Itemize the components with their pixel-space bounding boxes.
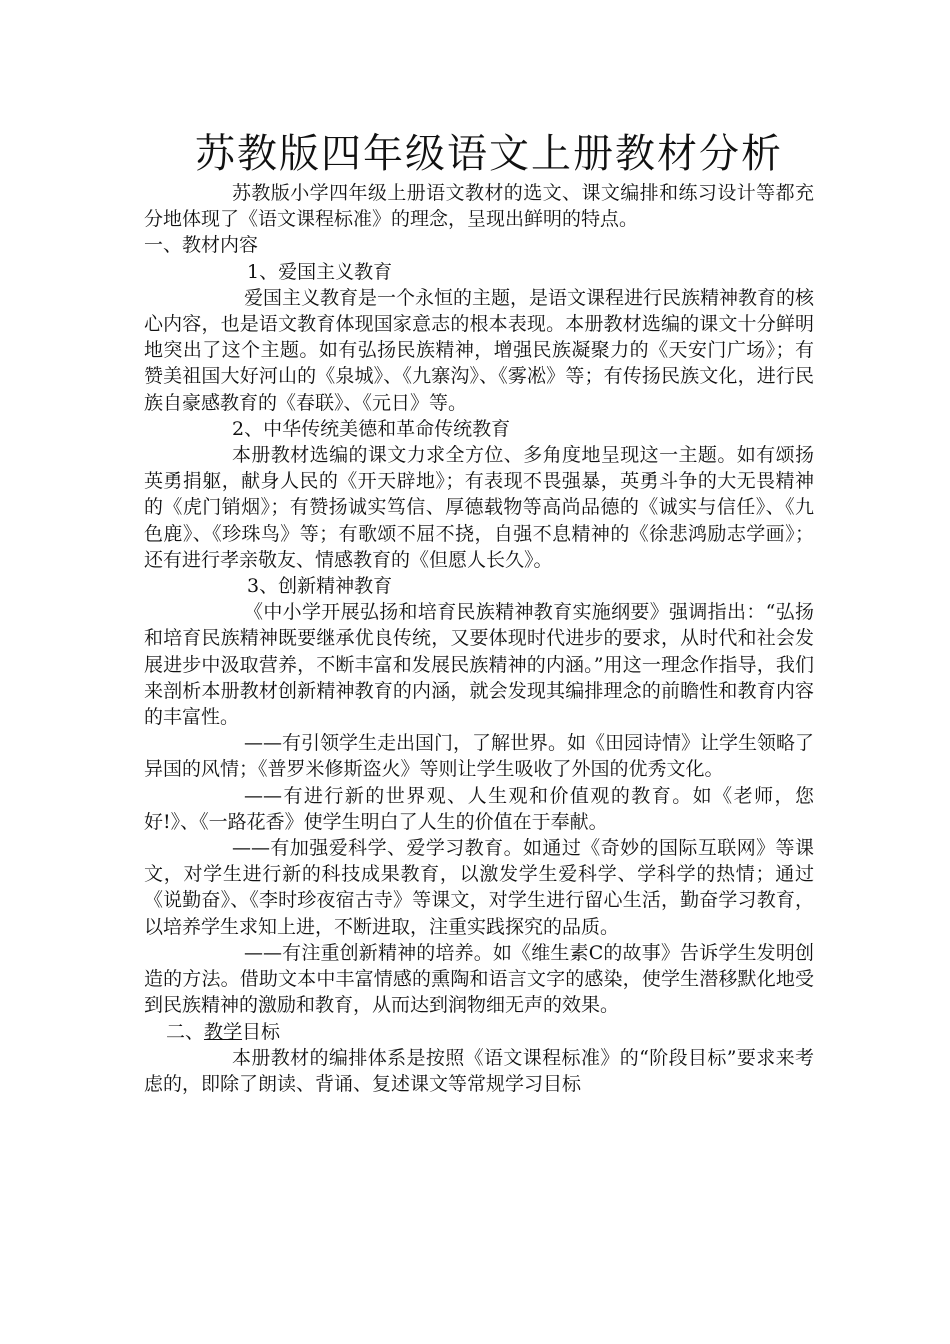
section-heading-content: 一、教材内容 [144,234,259,257]
paragraph-goals: 本册教材的编排体系是按照《语文课程标准》的“阶段目标”要求来考虑的，即除了朗读、背诵、复述课文等常规学习目标 [144,1046,814,1095]
section-heading-goals-prefix: 二、 [166,1020,205,1043]
section-heading-goals-suffix: 目标 [242,1020,281,1043]
subheading-tradition: 2、中华传统美德和革命传统教育 [232,417,511,440]
paragraph-tradition: 本册教材选编的课文力求全方位、多角度地呈现这一主题。如有颂扬英勇捐躯，献身人民的《开天辟地》；有表现不畏强暴，英勇斗争的大无畏精神的《虎门销烟》；有赞扬诚实笃信、厚德载物等高尚品德的《诚实与信任》、《九色鹿》、《珍珠鸟》等；有歌颂不屈不挠，自强不息精神的《徐悲鸿励志学画》；还有进行孝亲敬友、情感教育的《但愿人长久》。 [144,444,814,571]
teaching-link[interactable]: 教学 [204,1020,243,1043]
paragraph-innovation-world: ——有引领学生走出国门，了解世界。如《田园诗情》让学生领略了异国的风情；《普罗米修斯盗火》等则让学生吸收了外国的优秀文化。 [144,732,815,781]
document-page [144,128,814,1097]
section-heading-goals [144,1019,814,1045]
paragraph-innovation-creativity: ——有注重创新精神的培养。如《维生素C的故事》告诉学生发明创造的方法。借助文本中丰富情感的熏陶和语言文字的感染，使学生潜移默化地受到民族精神的激励和教育，从而达到润物细无声的效果。 [144,941,814,1017]
paragraph-innovation-science: ——有加强爱科学、爱学习教育。如通过《奇妙的国际互联网》等课文，对学生进行新的科技成果教育，以激发学生爱科学、学科学的热情；通过《说勤奋》、《李时珍夜宿古寺》等课文，对学生进行留心生活，勤奋学习教育，以培养学生求知上进，不断进取，注重实践探究的品质。 [144,837,814,938]
intro-paragraph: 苏教版小学四年级上册语文教材的选文、课文编排和练习设计等都充分地体现了《语文课程标准》的理念，呈现出鲜明的特点。 [144,182,814,231]
paragraph-innovation-values: ——有进行新的世界观、人生观和价值观的教育。如《老师，您好!》、《一路花香》使学生明白了人生的价值在于奉献。 [144,784,814,833]
subheading-innovation: 3、创新精神教育 [247,575,393,598]
paragraph-innovation-intro: 《中小学开展弘扬和培育民族精神教育实施纲要》强调指出：“弘扬和培育民族精神既要继承优良传统，又要体现时代进步的要求，从时代和社会发展进步中汲取营养，不断丰富和发展民族精神的内涵。”用这一理念作指导，我们来剖析本册教材创新精神教育的内涵，就会发现其编排理念的前瞻性和教育内容的丰富性。 [144,601,814,729]
paragraph-patriotism: 爱国主义教育是一个永恒的主题，是语文课程进行民族精神教育的核心内容，也是语文教育体现国家意志的根本表现。本册教材选编的课文十分鲜明地突出了这个主题。如有弘扬民族精神，增强民族凝聚力的《天安门广场》；有赞美祖国大好河山的《泉城》、《九寨沟》、《雾凇》等；有传扬民族文化，进行民族自豪感教育的《春联》、《元日》等。 [144,286,815,414]
document-title: 苏教版四年级语文上册教材分析 [195,131,783,177]
subheading-patriotism: 1、爱国主义教育 [247,260,393,283]
